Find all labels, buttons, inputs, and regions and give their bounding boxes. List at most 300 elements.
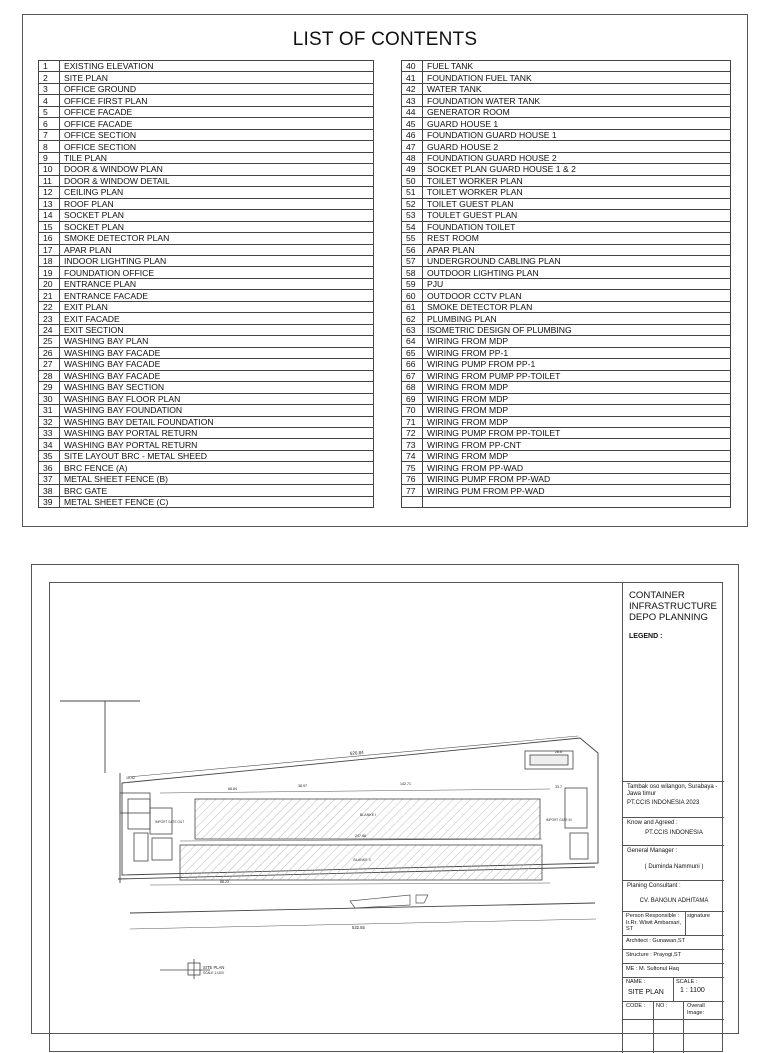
toc-row-number: 22 bbox=[39, 301, 60, 312]
toc-row-number: 61 bbox=[402, 301, 423, 312]
top-dimension-line bbox=[128, 736, 578, 777]
toc-row-title: OFFICE GROUND bbox=[60, 83, 374, 94]
toc-row-number: 60 bbox=[402, 290, 423, 301]
toc-row bbox=[39, 347, 374, 358]
toc-row-number: 72 bbox=[402, 428, 423, 439]
toc-row bbox=[402, 221, 731, 232]
toc-row-title: EXIT PLAN bbox=[60, 301, 374, 312]
toc-row-number: 21 bbox=[39, 290, 60, 301]
toc-row-number: 50 bbox=[402, 175, 423, 186]
toc-row-number: 66 bbox=[402, 359, 423, 370]
toc-row bbox=[402, 244, 731, 255]
toc-row bbox=[402, 462, 731, 473]
dim-d7: 28.8 bbox=[555, 750, 562, 754]
scale-label: SCALE : bbox=[676, 979, 698, 985]
toc-row-title: SOCKET PLAN GUARD HOUSE 1 & 2 bbox=[423, 164, 731, 175]
toc-row-title: CEILING PLAN bbox=[60, 187, 374, 198]
toc-row bbox=[402, 106, 731, 117]
toc-row-title: WASHING BAY SECTION bbox=[60, 382, 374, 393]
dim-bottom-length: 532.55 bbox=[352, 925, 365, 930]
toc-row bbox=[39, 416, 374, 427]
toc-row-number: 6 bbox=[39, 118, 60, 129]
toc-row bbox=[402, 278, 731, 289]
toc-row bbox=[402, 187, 731, 198]
toc-row bbox=[402, 313, 731, 324]
toc-row-title: WIRING PUMP FROM PP-WAD bbox=[423, 473, 731, 484]
toc-row bbox=[39, 450, 374, 461]
toc-row-number: 15 bbox=[39, 221, 60, 232]
toc-row bbox=[39, 255, 374, 266]
toc-right-column bbox=[401, 60, 731, 508]
toc-row-number: 28 bbox=[39, 370, 60, 381]
toc-row-title: DOOR & WINDOW DETAIL bbox=[60, 175, 374, 186]
toc-row-number: 30 bbox=[39, 393, 60, 404]
toc-row-title: FOUNDATION OFFICE bbox=[60, 267, 374, 278]
title-block bbox=[622, 583, 724, 1053]
toc-row-number: 77 bbox=[402, 485, 423, 496]
site-plan-drawing bbox=[50, 583, 622, 1043]
toc-row-title: TOILET GUEST PLAN bbox=[423, 198, 731, 209]
toc-row-number: 70 bbox=[402, 405, 423, 416]
toc-row bbox=[39, 61, 374, 72]
toc-row-number: 55 bbox=[402, 233, 423, 244]
toc-row-title: TOILET WORKER PLAN bbox=[423, 175, 731, 186]
toc-row-title: TOILET WORKER PLAN bbox=[423, 187, 731, 198]
toc-row bbox=[402, 129, 731, 140]
dim-d3: 38.97 bbox=[298, 784, 307, 788]
toc-row-number: 24 bbox=[39, 324, 60, 335]
toc-row-title: SOCKET PLAN bbox=[60, 210, 374, 221]
toc-row bbox=[39, 382, 374, 393]
caption-scale: SCALE 1:1100 bbox=[203, 971, 224, 975]
toc-row bbox=[39, 485, 374, 496]
person-responsible: Person Responsible : Ir.Rr. Wiwit Ambarsari, ST bbox=[626, 913, 682, 932]
toc-row-title: GUARD HOUSE 2 bbox=[423, 141, 731, 152]
toc-left-table bbox=[38, 60, 374, 508]
toc-row-number: 27 bbox=[39, 359, 60, 370]
toc-row-title: WIRING FROM PP-1 bbox=[423, 347, 731, 358]
toc-row-number: 13 bbox=[39, 198, 60, 209]
toc-row-title: OUTDOOR CCTV PLAN bbox=[423, 290, 731, 301]
toc-row bbox=[39, 221, 374, 232]
toc-row bbox=[402, 198, 731, 209]
toc-row-number: 73 bbox=[402, 439, 423, 450]
toc-row-title: WIRING PUMP FROM PP-TOILET bbox=[423, 428, 731, 439]
toc-row bbox=[39, 129, 374, 140]
toc-row-number: 69 bbox=[402, 393, 423, 404]
toc-row-number: 23 bbox=[39, 313, 60, 324]
site-plan-caption bbox=[160, 959, 224, 979]
toc-row-title: WIRING FROM MDP bbox=[423, 336, 731, 347]
location-text: Tambak oso wilangon, Surabaya - Jawa timur bbox=[627, 784, 718, 797]
toc-row bbox=[39, 187, 374, 198]
tb-divider bbox=[623, 1001, 724, 1002]
toc-row-title: TOULET GUEST PLAN bbox=[423, 210, 731, 221]
toc-row bbox=[39, 336, 374, 347]
toc-row bbox=[39, 198, 374, 209]
site-plan-svg bbox=[50, 583, 622, 1043]
toc-row-number: 38 bbox=[39, 485, 60, 496]
toc-row-title: FOUNDATION FUEL TANK bbox=[423, 72, 731, 83]
toc-row bbox=[39, 278, 374, 289]
toc-row-title: WIRING PUM FROM PP-WAD bbox=[423, 485, 731, 496]
toc-row-number: 75 bbox=[402, 462, 423, 473]
toc-row-title: EXIT FACADE bbox=[60, 313, 374, 324]
toc-row-number: 62 bbox=[402, 313, 423, 324]
toc-row-number: 35 bbox=[39, 450, 60, 461]
toc-row-number: 59 bbox=[402, 278, 423, 289]
toc-row bbox=[402, 61, 731, 72]
toc-row bbox=[39, 290, 374, 301]
toc-row bbox=[39, 301, 374, 312]
list-of-contents-sheet bbox=[22, 14, 748, 527]
toc-row-title: OFFICE FACADE bbox=[60, 106, 374, 117]
toc-row bbox=[39, 496, 374, 507]
toc-row bbox=[39, 233, 374, 244]
toc-row-title: WIRING PUMP FROM PP-1 bbox=[423, 359, 731, 370]
toc-row bbox=[402, 428, 731, 439]
toc-row bbox=[402, 267, 731, 278]
toc-row-number: 76 bbox=[402, 473, 423, 484]
toc-row bbox=[39, 428, 374, 439]
dim-d4: 142.71 bbox=[400, 782, 411, 786]
toc-row-number: 9 bbox=[39, 152, 60, 163]
toc-row-number: 12 bbox=[39, 187, 60, 198]
toc-row bbox=[402, 347, 731, 358]
company-year-text: PT.CCIS INDONESIA 2023 bbox=[627, 800, 700, 806]
toc-row-title: UNDERGROUND CABLING PLAN bbox=[423, 255, 731, 266]
toc-row bbox=[402, 233, 731, 244]
toc-row bbox=[39, 141, 374, 152]
general-manager-label: General Manager : bbox=[627, 848, 678, 854]
toc-row-title: PLUMBING PLAN bbox=[423, 313, 731, 324]
dim-d8: 33.7 bbox=[555, 785, 562, 789]
company-name: PT.CCIS INDONESIA bbox=[645, 830, 703, 836]
toc-row bbox=[402, 405, 731, 416]
toc-row-number: 7 bbox=[39, 129, 60, 140]
overall-image-label: Overall Image: bbox=[687, 1003, 705, 1016]
stack-block-2 bbox=[180, 845, 542, 880]
toc-row-title: OFFICE FACADE bbox=[60, 118, 374, 129]
know-agreed-label: Know and Agreed : bbox=[627, 820, 678, 826]
toc-row bbox=[39, 473, 374, 484]
tb-divider bbox=[623, 935, 724, 936]
toc-row-number: 51 bbox=[402, 187, 423, 198]
toc-row-number: 42 bbox=[402, 83, 423, 94]
toc-row bbox=[402, 496, 731, 507]
drawing-frame bbox=[49, 582, 723, 1052]
dim-d1: 10.92 bbox=[126, 776, 135, 780]
toc-row bbox=[39, 393, 374, 404]
code-label: CODE : bbox=[626, 1003, 646, 1009]
toc-row bbox=[39, 72, 374, 83]
no-divider bbox=[683, 1001, 684, 1053]
toc-row-title: WIRING FROM MDP bbox=[423, 450, 731, 461]
toc-row-number: 52 bbox=[402, 198, 423, 209]
toc-row-number: 39 bbox=[39, 496, 60, 507]
toc-row-number: 56 bbox=[402, 244, 423, 255]
toc-row-number: 20 bbox=[39, 278, 60, 289]
toc-row bbox=[39, 313, 374, 324]
toc-row bbox=[402, 141, 731, 152]
toc-row-number: 48 bbox=[402, 152, 423, 163]
signature-divider bbox=[685, 911, 686, 935]
toc-row bbox=[39, 175, 374, 186]
toc-row-number: 33 bbox=[39, 428, 60, 439]
toc-row-title bbox=[423, 496, 731, 507]
toc-row bbox=[39, 164, 374, 175]
toc-row-title: WIRING FROM MDP bbox=[423, 405, 731, 416]
toc-row-title: SMOKE DETECTOR PLAN bbox=[60, 233, 374, 244]
toc-row-number: 10 bbox=[39, 164, 60, 175]
toc-row-number: 11 bbox=[39, 175, 60, 186]
tb-divider bbox=[623, 781, 724, 782]
consultant-label: Planing Consultant : bbox=[627, 883, 681, 889]
stack-label-2: BLANKE II bbox=[353, 858, 371, 862]
toc-row bbox=[39, 359, 374, 370]
toc-row-number: 46 bbox=[402, 129, 423, 140]
toc-row bbox=[39, 210, 374, 221]
toc-row bbox=[402, 210, 731, 221]
toc-row-number: 36 bbox=[39, 462, 60, 473]
toc-row-title: WIRING FROM PP-WAD bbox=[423, 462, 731, 473]
toc-row bbox=[402, 255, 731, 266]
toc-row-number: 64 bbox=[402, 336, 423, 347]
toc-row-number: 17 bbox=[39, 244, 60, 255]
toc-row bbox=[39, 95, 374, 106]
toc-row bbox=[402, 359, 731, 370]
toc-row bbox=[39, 152, 374, 163]
toc-row-title: OUTDOOR LIGHTING PLAN bbox=[423, 267, 731, 278]
toc-row-number: 34 bbox=[39, 439, 60, 450]
toc-row-number: 63 bbox=[402, 324, 423, 335]
toc-row-title: TILE PLAN bbox=[60, 152, 374, 163]
toc-row-title: WASHING BAY FACADE bbox=[60, 347, 374, 358]
toc-row-number: 49 bbox=[402, 164, 423, 175]
stack-block-1 bbox=[195, 799, 540, 839]
toc-row-number: 40 bbox=[402, 61, 423, 72]
toc-row-title: WASHING BAY FACADE bbox=[60, 370, 374, 381]
toc-row-title: APAR PLAN bbox=[60, 244, 374, 255]
dim-d5: 247.88 bbox=[355, 834, 366, 838]
toc-row-title: OFFICE FIRST PLAN bbox=[60, 95, 374, 106]
toc-row bbox=[402, 336, 731, 347]
toc-row bbox=[402, 473, 731, 484]
toc-row-number: 67 bbox=[402, 370, 423, 381]
toc-row-title: GUARD HOUSE 1 bbox=[423, 118, 731, 129]
toc-row-number: 14 bbox=[39, 210, 60, 221]
toc-row-title: SOCKET PLAN bbox=[60, 221, 374, 232]
toc-row-title: ENTRANCE PLAN bbox=[60, 278, 374, 289]
toc-row-number: 44 bbox=[402, 106, 423, 117]
toc-title: LIST OF CONTENTS bbox=[292, 29, 478, 50]
toc-row bbox=[402, 393, 731, 404]
signature-label: signature bbox=[687, 913, 711, 919]
toc-row-title: FOUNDATION TOILET bbox=[423, 221, 731, 232]
toc-row-number: 16 bbox=[39, 233, 60, 244]
toc-row-title: BRC GATE bbox=[60, 485, 374, 496]
toc-row-title: EXISTING ELEVATION bbox=[60, 61, 374, 72]
toc-row-title: SITE LAYOUT BRC - METAL SHEED bbox=[60, 450, 374, 461]
sheet-name: SITE PLAN bbox=[628, 989, 664, 996]
toc-row-number: 45 bbox=[402, 118, 423, 129]
me-text: ME : M. Sultonul Haq bbox=[626, 966, 679, 972]
toc-row-title: WIRING FROM MDP bbox=[423, 416, 731, 427]
general-manager-name: ( Duminda Nammuni ) bbox=[644, 864, 704, 870]
no-label: NO : bbox=[656, 1003, 668, 1009]
toc-row-number: 32 bbox=[39, 416, 60, 427]
toc-row-number: 2 bbox=[39, 72, 60, 83]
toc-row-title: APAR PLAN bbox=[423, 244, 731, 255]
toc-row-title: WASHING BAY FOUNDATION bbox=[60, 405, 374, 416]
toc-left-column bbox=[38, 60, 374, 508]
toc-row-title: FUEL TANK bbox=[423, 61, 731, 72]
tb-divider bbox=[623, 911, 724, 912]
toc-row bbox=[402, 72, 731, 83]
toc-row-title: ISOMETRIC DESIGN OF PLUMBING bbox=[423, 324, 731, 335]
toc-row-title: WIRING FROM PUMP PP-TOILET bbox=[423, 370, 731, 381]
toc-row-title: WASHING BAY FLOOR PLAN bbox=[60, 393, 374, 404]
toc-row-title: METAL SHEET FENCE (C) bbox=[60, 496, 374, 507]
tb-divider bbox=[623, 1019, 724, 1020]
toc-row bbox=[402, 416, 731, 427]
toc-row-title: FOUNDATION GUARD HOUSE 1 bbox=[423, 129, 731, 140]
toc-row bbox=[39, 267, 374, 278]
toc-row-number: 26 bbox=[39, 347, 60, 358]
toc-row bbox=[402, 370, 731, 381]
toc-row-title: WIRING FROM MDP bbox=[423, 393, 731, 404]
toc-row-title: METAL SHEET FENCE (B) bbox=[60, 473, 374, 484]
consultant-name: CV. BANGUN ADHITAMA bbox=[639, 898, 709, 904]
toc-row-number: 47 bbox=[402, 141, 423, 152]
toc-row-number: 43 bbox=[402, 95, 423, 106]
toc-row-number: 31 bbox=[39, 405, 60, 416]
toc-row-number: 29 bbox=[39, 382, 60, 393]
toc-row-number: 65 bbox=[402, 347, 423, 358]
toc-row bbox=[402, 83, 731, 94]
toc-row-title: DOOR & WINDOW PLAN bbox=[60, 164, 374, 175]
name-label: NAME : bbox=[626, 979, 646, 985]
toc-row-number: 18 bbox=[39, 255, 60, 266]
toc-row bbox=[402, 485, 731, 496]
toc-row-number: 71 bbox=[402, 416, 423, 427]
toc-row-title: OFFICE SECTION bbox=[60, 141, 374, 152]
dim-top-length: 520.84 bbox=[349, 749, 364, 756]
toc-row-title: WASHING BAY DETAIL FOUNDATION bbox=[60, 416, 374, 427]
toc-row-number: 19 bbox=[39, 267, 60, 278]
toc-row-title: WATER TANK bbox=[423, 83, 731, 94]
code-divider bbox=[653, 1001, 654, 1053]
toc-row bbox=[402, 175, 731, 186]
toc-row-title: WASHING BAY PORTAL RETURN bbox=[60, 428, 374, 439]
toc-row-title: WIRING FROM PP-CNT bbox=[423, 439, 731, 450]
toc-row bbox=[402, 152, 731, 163]
toc-row-number: 58 bbox=[402, 267, 423, 278]
toc-row-title: SITE PLAN bbox=[60, 72, 374, 83]
toc-row-number: 54 bbox=[402, 221, 423, 232]
toc-row-number: 1 bbox=[39, 61, 60, 72]
toc-row-number: 8 bbox=[39, 141, 60, 152]
tb-divider bbox=[623, 845, 724, 846]
toc-row bbox=[402, 324, 731, 335]
toc-row-title: GENERATOR ROOM bbox=[423, 106, 731, 117]
toc-row-title: PJU bbox=[423, 278, 731, 289]
toc-row-title: WASHING BAY PLAN bbox=[60, 336, 374, 347]
toc-row-number: 37 bbox=[39, 473, 60, 484]
toc-row bbox=[39, 106, 374, 117]
toc-row-number: 3 bbox=[39, 83, 60, 94]
toc-row-title: OFFICE SECTION bbox=[60, 129, 374, 140]
toc-row-number: 53 bbox=[402, 210, 423, 221]
gate-out-label: IMPORT GATE OUT bbox=[155, 820, 185, 824]
toc-row-title: ENTRANCE FACADE bbox=[60, 290, 374, 301]
toc-row bbox=[402, 439, 731, 450]
toc-row bbox=[402, 290, 731, 301]
gate-in-label: IMPORT GATE IN bbox=[546, 818, 572, 822]
toc-row-number: 57 bbox=[402, 255, 423, 266]
toc-row-title: FOUNDATION GUARD HOUSE 2 bbox=[423, 152, 731, 163]
toc-row-number: 68 bbox=[402, 382, 423, 393]
toc-row bbox=[402, 95, 731, 106]
toc-right-table bbox=[401, 60, 731, 508]
toc-row-number: 41 bbox=[402, 72, 423, 83]
toc-row-title: REST ROOM bbox=[423, 233, 731, 244]
toc-row bbox=[39, 83, 374, 94]
toc-row-title: INDOOR LIGHTING PLAN bbox=[60, 255, 374, 266]
toc-row-title: EXIT SECTION bbox=[60, 324, 374, 335]
toc-row-number: 25 bbox=[39, 336, 60, 347]
toc-row bbox=[39, 439, 374, 450]
toc-row bbox=[402, 382, 731, 393]
driveway bbox=[350, 895, 428, 908]
toc-row-title: FOUNDATION WATER TANK bbox=[423, 95, 731, 106]
toc-row bbox=[39, 370, 374, 381]
architect-text: Architect : Gunawan,ST bbox=[626, 938, 686, 944]
toc-row bbox=[39, 324, 374, 335]
toc-row bbox=[402, 118, 731, 129]
dim-d6: 88.23 bbox=[220, 880, 229, 884]
sheet-scale: 1 : 1100 bbox=[680, 987, 705, 994]
tb-divider bbox=[623, 949, 724, 950]
toc-row-title: BRC FENCE (A) bbox=[60, 462, 374, 473]
legend-label: LEGEND : bbox=[629, 633, 663, 640]
toc-row-title: WASHING BAY FACADE bbox=[60, 359, 374, 370]
toc-row bbox=[402, 450, 731, 461]
tb-divider bbox=[623, 963, 724, 964]
toc-row-title: SMOKE DETECTOR PLAN bbox=[423, 301, 731, 312]
toc-row-number: 74 bbox=[402, 450, 423, 461]
caption-title: SITE PLAN bbox=[203, 965, 225, 970]
toc-row-title: WASHING BAY PORTAL RETURN bbox=[60, 439, 374, 450]
structure-text: Structure : Prayogi,ST bbox=[626, 952, 682, 958]
toc-row-title: ROOF PLAN bbox=[60, 198, 374, 209]
toc-row-number: 5 bbox=[39, 106, 60, 117]
dim-d2: 68.84 bbox=[228, 787, 237, 791]
tb-divider bbox=[623, 880, 724, 881]
name-scale-divider bbox=[673, 977, 674, 1001]
site-plan-sheet bbox=[31, 564, 739, 1034]
stack-label-1: BLANKE I bbox=[359, 813, 377, 817]
tb-divider bbox=[623, 817, 724, 818]
toc-row-number: 4 bbox=[39, 95, 60, 106]
project-title: CONTAINER INFRASTRUCTURE DEPO PLANNING bbox=[629, 590, 717, 623]
toc-row bbox=[402, 301, 731, 312]
toc-row bbox=[402, 164, 731, 175]
toc-row-title: WIRING FROM MDP bbox=[423, 382, 731, 393]
toc-row bbox=[39, 462, 374, 473]
toc-row bbox=[39, 405, 374, 416]
toc-row bbox=[39, 244, 374, 255]
